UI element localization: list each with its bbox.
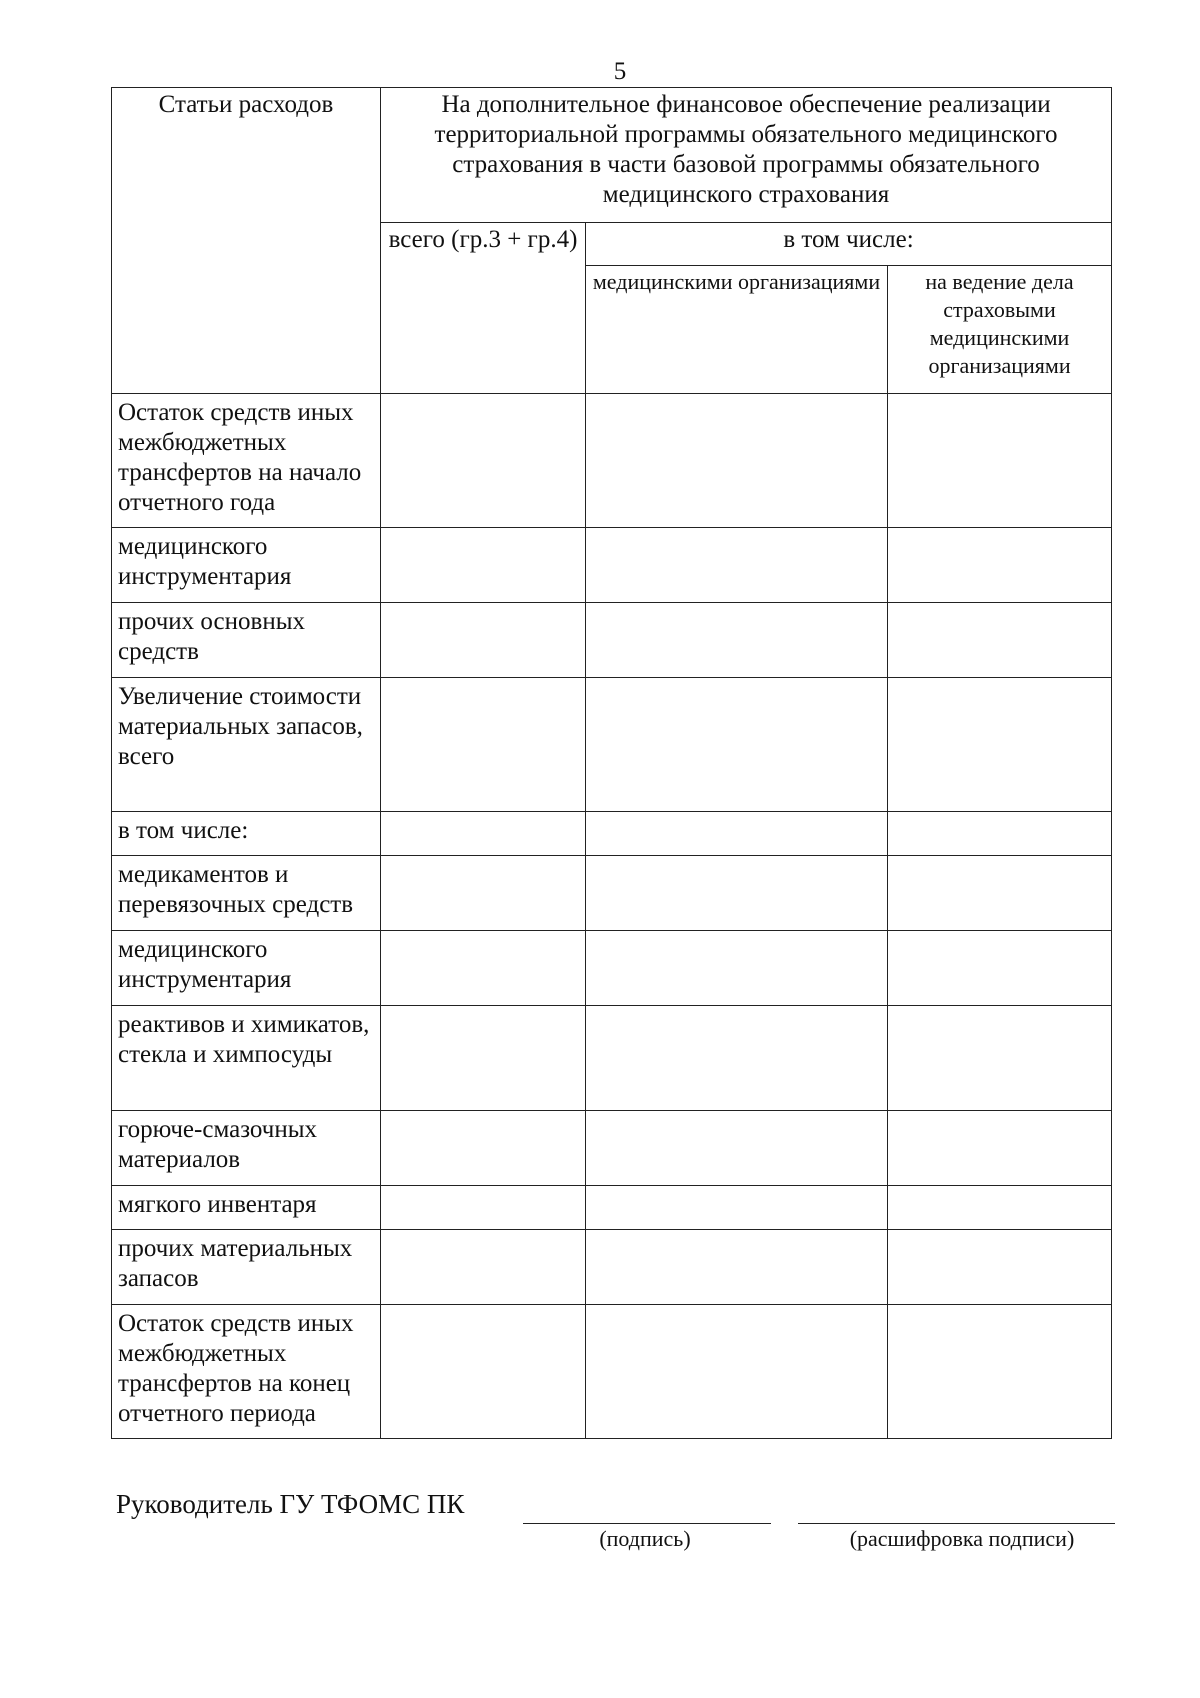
row-label: горюче-смазочных материалов [112, 1111, 381, 1186]
header-including: в том числе: [586, 223, 1112, 266]
cell-total [381, 394, 586, 528]
row-label: медицинского инструментария [112, 528, 381, 603]
row-label: Остаток средств иных межбюджетных трансфертов на конец отчетного периода [112, 1305, 381, 1439]
table-row [112, 1186, 1112, 1230]
cell-total [381, 1230, 586, 1305]
row-label: медикаментов и перевязочных средств [112, 856, 381, 931]
row-label: прочих основных средств [112, 603, 381, 678]
row-label: прочих материальных запасов [112, 1230, 381, 1305]
cell-medical [586, 678, 888, 812]
signature-label: Руководитель ГУ ТФОМС ПК [116, 1489, 465, 1519]
cell-insurance [888, 678, 1112, 812]
cell-medical [586, 394, 888, 528]
row-label: в том числе: [112, 812, 381, 856]
cell-insurance [888, 812, 1112, 856]
cell-insurance [888, 1006, 1112, 1111]
cell-insurance [888, 1186, 1112, 1230]
table-row [112, 678, 1112, 812]
cell-total [381, 931, 586, 1006]
signature-transcript-line [798, 1523, 1115, 1524]
cell-medical [586, 1111, 888, 1186]
row-label: мягкого инвентаря [112, 1186, 381, 1230]
cell-insurance [888, 931, 1112, 1006]
signature-line [523, 1523, 771, 1524]
cell-medical [586, 856, 888, 931]
row-label: Остаток средств иных межбюджетных трансфертов на начало отчетного года [112, 394, 381, 528]
cell-total [381, 603, 586, 678]
page-number: 5 [613, 58, 627, 85]
cell-insurance [888, 528, 1112, 603]
table-row [112, 1230, 1112, 1305]
row-label: реактивов и химикатов, стекла и химпосуды [112, 1006, 381, 1111]
cell-medical [586, 1006, 888, 1111]
cell-total [381, 1305, 586, 1439]
table-row [112, 1305, 1112, 1439]
header-insurance-orgs: на ведение дела страховыми медицинскими организациями [888, 266, 1112, 394]
table-row [112, 394, 1112, 528]
row-label: медицинского инструментария [112, 931, 381, 1006]
cell-medical [586, 1305, 888, 1439]
table-row [112, 856, 1112, 931]
cell-medical [586, 603, 888, 678]
header-total: всего (гр.3 + гр.4) [381, 223, 586, 394]
cell-insurance [888, 1230, 1112, 1305]
table-row [112, 1006, 1112, 1111]
expense-table [111, 87, 1112, 1439]
table-row [112, 528, 1112, 603]
cell-medical [586, 528, 888, 603]
cell-total [381, 1111, 586, 1186]
cell-insurance [888, 856, 1112, 931]
cell-insurance [888, 394, 1112, 528]
cell-insurance [888, 1305, 1112, 1439]
row-label: Увеличение стоимости материальных запасов, всего [112, 678, 381, 812]
cell-total [381, 528, 586, 603]
cell-medical [586, 931, 888, 1006]
cell-total [381, 1186, 586, 1230]
cell-total [381, 1006, 586, 1111]
cell-insurance [888, 1111, 1112, 1186]
table-row [112, 1111, 1112, 1186]
cell-medical [586, 1230, 888, 1305]
cell-total [381, 678, 586, 812]
header-financing-title: На дополнительное финансовое обеспечение реализации территориальной программы обязательного медицинского страхования в части базовой программы обязательного медицинского страхования [381, 88, 1112, 223]
table-row [112, 603, 1112, 678]
cell-insurance [888, 603, 1112, 678]
header-medical-orgs: медицинскими организациями [586, 266, 888, 394]
cell-medical [586, 1186, 888, 1230]
signature-caption: (подпись) [599, 1526, 691, 1551]
table-row [112, 931, 1112, 1006]
cell-total [381, 856, 586, 931]
header-expense-items: Статьи расходов [112, 88, 381, 394]
cell-total [381, 812, 586, 856]
signature-transcript-caption: (расшифровка подписи) [849, 1526, 1075, 1551]
cell-medical [586, 812, 888, 856]
table-row [112, 812, 1112, 856]
